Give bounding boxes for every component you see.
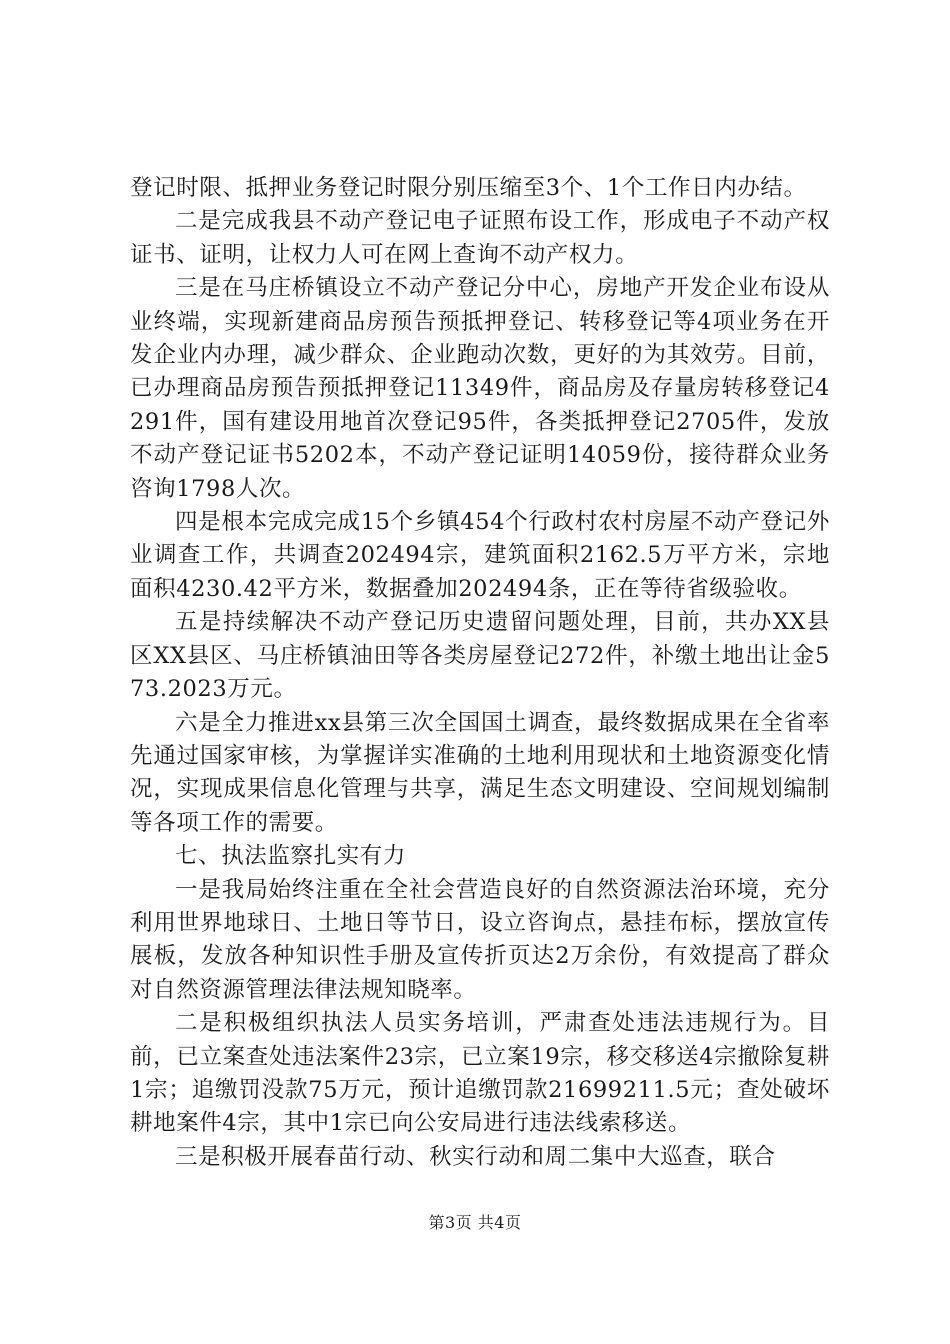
paragraph: 六是全力推进xx县第三次全国国土调查，最终数据成果在全省率先通过国家审核，为掌握详实准确的土地利用现状和土地资源变化情况，实现成果信息化管理与共享，满足生态文明建设、空间规划编制等各项工作的需要。: [130, 709, 830, 836]
document-body: [130, 172, 830, 1174]
section-heading: 七、执法监察扎实有力: [175, 843, 407, 870]
page-footer: 第3页 共4页: [428, 1213, 522, 1232]
paragraph: 一是我局始终注重在全社会营造良好的自然资源法治环境，充分利用世界地球日、土地日等节日，设立咨询点，悬挂布标，摆放宣传展板，发放各种知识性手册及宣传折页达2万余份，有效提高了群众对自然资源管理法律法规知晓率。: [130, 876, 830, 1003]
paragraph: 五是持续解决不动产登记历史遗留问题处理，目前，共办XX县区XX县区、马庄桥镇油田等各类房屋登记272件，补缴土地出让金573.2023万元。: [130, 609, 830, 703]
paragraph: 二是完成我县不动产登记电子证照布设工作，形成电子不动产权证书、证明，让权力人可在网上查询不动产权力。: [130, 208, 830, 268]
paragraph: 登记时限、抵押业务登记时限分别压缩至3个、1个工作日内办结。: [130, 175, 807, 201]
paragraph: 三是积极开展春苗行动、秋实行动和周二集中大巡查，联合: [175, 1143, 776, 1170]
paragraph: 二是积极组织执法人员实务培训，严肃查处违法违规行为。目前，已立案查处违法案件23宗，已立案19宗，移交移送4宗撤除复耕1宗；追缴罚没款75万元，预计追缴罚款21699211.5元；查处破坏耕地案件4宗，其中1宗已向公安局进行违法线索移送。: [130, 1010, 830, 1137]
paragraph: 三是在马庄桥镇设立不动产登记分中心，房地产开发企业布设从业终端，实现新建商品房预告预抵押登记、转移登记等4项业务在开发企业内办理，减少群众、企业跑动次数，更好的为其效劳。目前，已办理商品房预告预抵押登记11349件，商品房及存量房转移登记4291件，国有建设用地首次登记95件，各类抵押登记2705件，发放不动产登记证书5202本，不动产登记证明14059份，接待群众业务咨询1798人次。: [130, 275, 830, 502]
paragraph: 四是根本完成完成15个乡镇454个行政村农村房屋不动产登记外业调查工作，共调查202494宗，建筑面积2162.5万平方米，宗地面积4230.42平方米，数据叠加202494条，正在等待省级验收。: [130, 509, 830, 602]
